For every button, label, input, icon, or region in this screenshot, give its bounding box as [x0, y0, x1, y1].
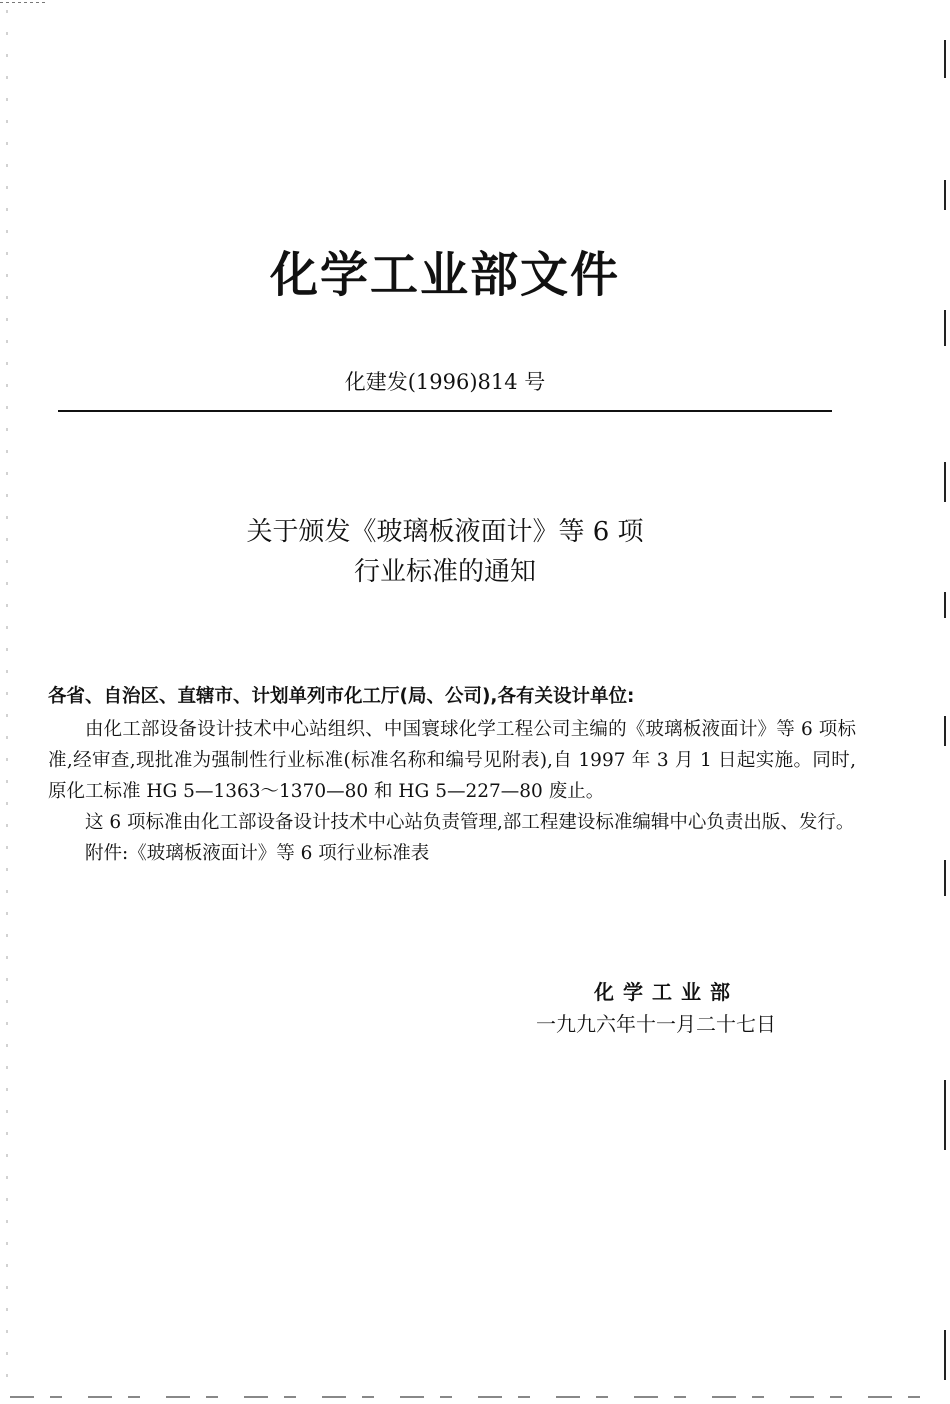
document-number: 化建发(1996)814 号 — [344, 370, 546, 394]
notice-body — [48, 680, 856, 869]
body-paragraph-1: 由化工部设备设计技术中心站组织、中国寰球化学工程公司主编的《玻璃板液面计》等 6 项标准,经审查,现批准为强制性行业标准(标准名称和编号见附表),自 1997 年 3 月 1 日起实施。同时,原化工标准 HG 5—1363～1370—80 和 HG 5—227—80 废止。 — [48, 719, 856, 802]
scan-edge-right-mark — [944, 1080, 946, 1150]
body-paragraph-2: 这 6 项标准由化工部设备设计技术中心站负责管理,部工程建设标准编辑中心负责出版、发行。 — [85, 812, 855, 833]
scan-edge-right-mark — [944, 310, 946, 346]
scan-edge-right-mark — [944, 1330, 946, 1380]
document-title: 化学工业部文件 — [269, 247, 620, 303]
scan-edge-right-mark — [944, 716, 946, 746]
scan-edge-bottom — [10, 1396, 940, 1398]
subject-line-2: 行业标准的通知 — [353, 557, 536, 587]
issuer-signature: 化学工业部 — [594, 980, 739, 1004]
header-divider — [58, 410, 832, 412]
scan-edge-right-mark — [944, 462, 946, 502]
scan-edge-left — [6, 10, 8, 1390]
attachment-line: 附件:《玻璃板液面计》等 6 项行业标准表 — [85, 843, 430, 864]
scan-edge-right-mark — [944, 860, 946, 896]
scan-edge-right-mark — [944, 180, 946, 210]
scan-edge-top — [0, 2, 48, 3]
notice-subject — [0, 512, 890, 592]
scan-edge-right-mark — [944, 40, 946, 78]
issue-date: 一九九六年十一月二十七日 — [536, 1012, 776, 1036]
subject-line-1: 关于颁发《玻璃板液面计》等 6 项 — [246, 517, 644, 547]
addressee-line: 各省、自治区、直辖市、计划单列市化工厅(局、公司),各有关设计单位: — [48, 686, 635, 707]
scan-edge-right-mark — [944, 592, 946, 618]
